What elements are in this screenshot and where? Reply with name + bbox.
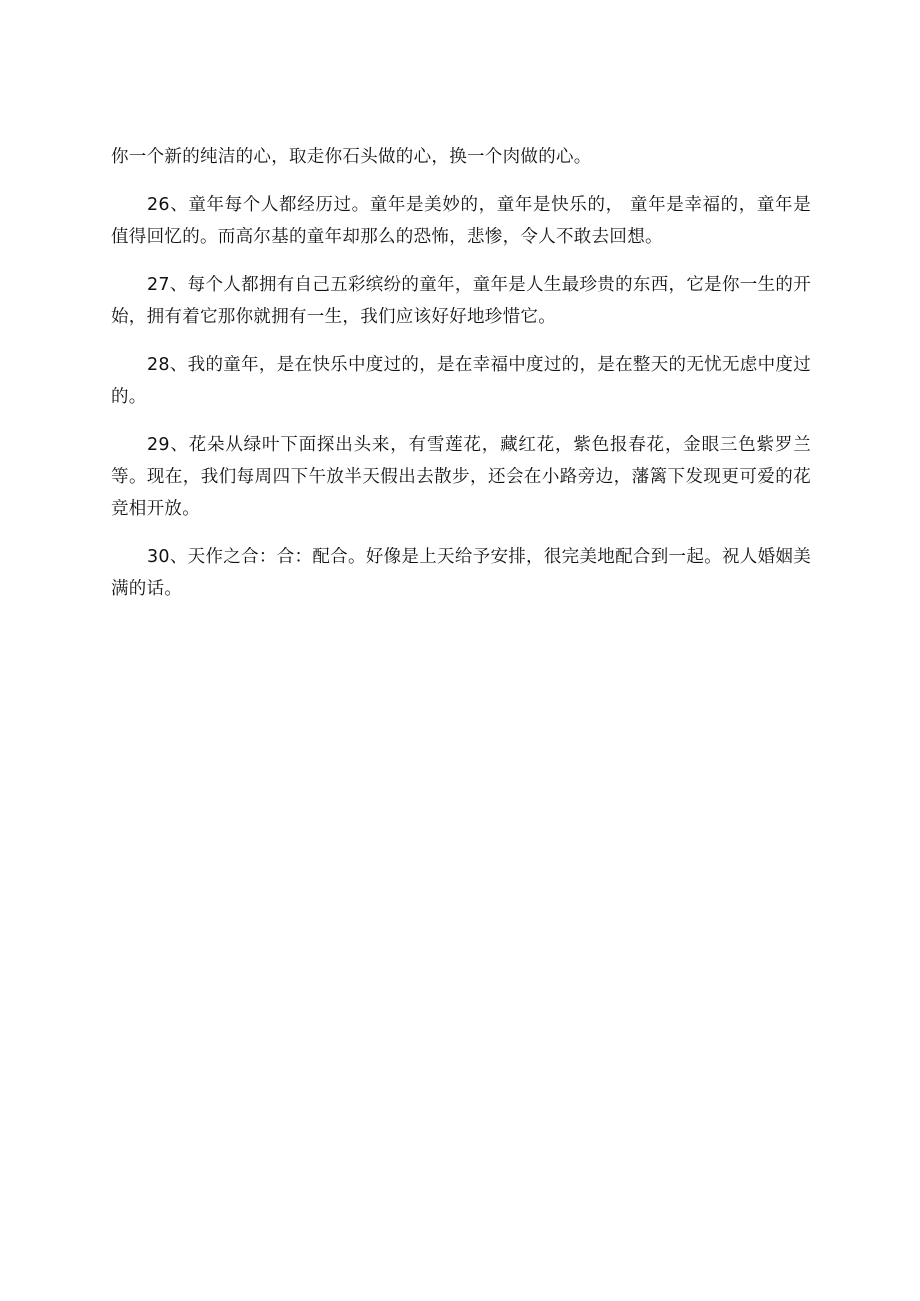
paragraph-28: 28、我的童年，是在快乐中度过的，是在幸福中度过的，是在整天的无忧无虑中度过的。 bbox=[111, 355, 811, 407]
paragraph-26: 26、童年每个人都经历过。童年是美妙的，童年是快乐的， 童年是幸福的，童年是值得回忆的。而高尔基的童年却那么的恐怖，悲惨，令人不敢去回想。 bbox=[111, 195, 811, 247]
paragraph-continuation: 你一个新的纯洁的心，取走你石头做的心，换一个肉做的心。 bbox=[111, 147, 592, 167]
paragraph-29: 29、花朵从绿叶下面探出头来，有雪莲花，藏红花，紫色报春花，金眼三色紫罗兰等。现在，我们每周四下午放半天假出去散步，还会在小路旁边，藩篱下发现更可爱的花竞相开放。 bbox=[111, 435, 811, 519]
document-body bbox=[111, 141, 811, 621]
paragraph-27: 27、每个人都拥有自己五彩缤纷的童年，童年是人生最珍贵的东西，它是你一生的开始，拥有着它那你就拥有一生，我们应该好好地珍惜它。 bbox=[111, 275, 811, 327]
paragraph-30: 30、天作之合：合：配合。好像是上天给予安排，很完美地配合到一起。祝人婚姻美满的话。 bbox=[111, 547, 811, 599]
